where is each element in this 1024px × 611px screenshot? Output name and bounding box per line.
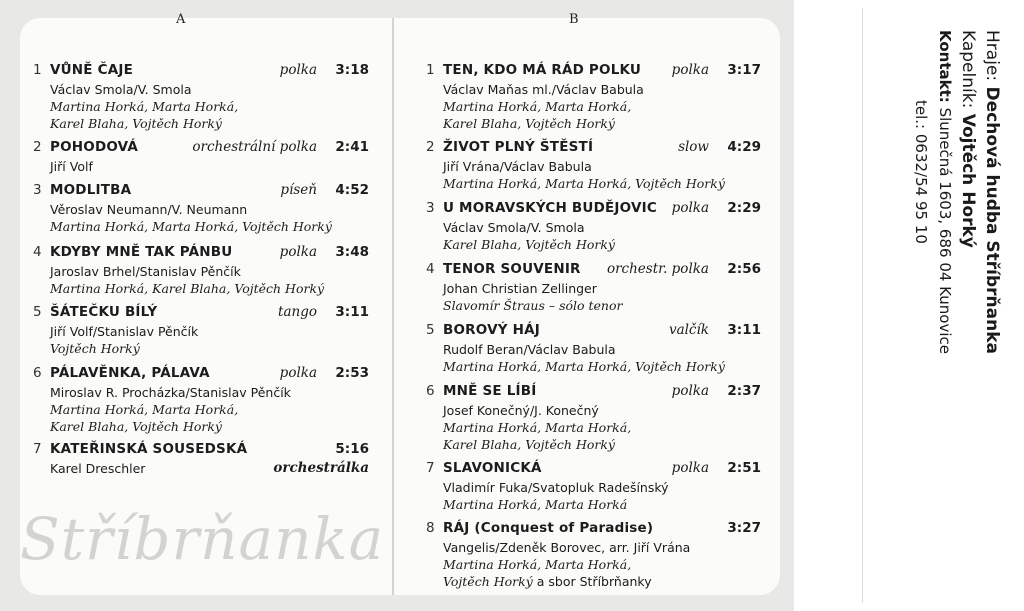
track-performers: Slavomír Štraus – sólo tenor (443, 298, 623, 313)
track-duration: 3:27 (727, 520, 761, 536)
track-composer: Johan Christian Zellinger (443, 281, 597, 296)
track-duration: 2:51 (727, 460, 761, 476)
track-performers: Martina Horká, Marta Horká, Vojtěch Horký (50, 219, 332, 234)
track-duration: 4:52 (335, 182, 369, 198)
track-b1 (426, 62, 761, 132)
track-number: 5 (33, 304, 42, 320)
track-b5 (426, 322, 761, 375)
track-title: POHODOVÁ (50, 139, 139, 155)
side-a-header: A (176, 12, 186, 27)
track-performers: Martina Horká, Marta Horká, (443, 420, 632, 435)
track-performers: Karel Blaha, Vojtěch Horký (50, 116, 222, 131)
track-number: 5 (426, 322, 435, 338)
track-duration: 3:48 (335, 244, 369, 260)
track-performers: Martina Horká, Marta Horká, (50, 402, 239, 417)
track-title: PÁLAVĚNKA, PÁLAVA (50, 365, 210, 381)
track-title: RÁJ (Conquest of Paradise) (443, 520, 654, 536)
spine-hraje-label: Hraje: (982, 30, 1002, 82)
spine-kapelnik-value: Vojtěch Horký (958, 113, 978, 248)
track-composer: Václav Smola/V. Smola (50, 82, 192, 97)
track-duration: 2:37 (727, 383, 761, 399)
side-divider (392, 18, 394, 595)
track-performers: Martina Horká, Marta Horká, Vojtěch Horký (443, 176, 725, 191)
spine-kapelnik-label: Kapelník: (958, 30, 978, 109)
track-b2 (426, 139, 761, 192)
track-duration: 3:17 (727, 62, 761, 78)
track-number: 6 (33, 365, 42, 381)
track-composer: Václav Smola/V. Smola (443, 220, 585, 235)
track-number: 4 (33, 244, 42, 260)
track-composer: Věroslav Neumann/V. Neumann (50, 202, 248, 217)
track-title: MNĚ SE LÍBÍ (443, 383, 537, 399)
track-genre: polka (671, 200, 709, 216)
track-genre: polka (671, 383, 709, 399)
track-performers: Karel Blaha, Vojtěch Horký (443, 437, 615, 452)
track-performers: Martina Horká, Marta Horká, (443, 99, 632, 114)
track-performers: Karel Blaha, Vojtěch Horký (443, 116, 615, 131)
track-genre: orchestrálka (273, 460, 369, 476)
track-number: 3 (426, 200, 435, 216)
track-number: 8 (426, 520, 435, 536)
band-watermark: Stříbrňanka (20, 505, 385, 573)
spine-phone: tel.: 0632/54 95 10 (912, 100, 930, 244)
track-b4 (426, 261, 761, 314)
track-title: SLAVONICKÁ (443, 460, 542, 476)
track-title: U MORAVSKÝCH BUDĚJOVIC (443, 200, 657, 216)
track-number: 2 (33, 139, 42, 155)
track-number: 7 (33, 441, 42, 457)
track-genre: slow (678, 139, 709, 155)
track-genre: orchestrální polka (192, 139, 317, 155)
track-duration: 2:41 (335, 139, 369, 155)
track-title: TEN, KDO MÁ RÁD POLKU (443, 62, 642, 78)
track-b8 (426, 520, 761, 590)
track-performers: Martina Horká, Marta Horká, (443, 557, 632, 572)
track-genre: orchestr. polka (606, 261, 709, 277)
spine-fold-line (862, 8, 863, 603)
track-performers: Martina Horká, Marta Horká (443, 497, 628, 512)
track-title: ŽIVOT PLNÝ ŠTĚSTÍ (443, 139, 594, 155)
track-composer: Jiří Volf/Stanislav Pěnčík (50, 324, 199, 339)
track-performers: Vojtěch Horký (443, 574, 533, 589)
track-genre: polka (671, 460, 709, 476)
track-duration: 2:56 (727, 261, 761, 277)
track-number: 1 (426, 62, 435, 78)
track-genre: tango (278, 304, 317, 320)
track-genre: valčík (668, 322, 709, 338)
track-composer: Miroslav R. Procházka/Stanislav Pěnčík (50, 385, 291, 400)
track-performers: Karel Blaha, Vojtěch Horký (443, 237, 615, 252)
track-composer: Vladimír Fuka/Svatopluk Radešínský (443, 480, 669, 495)
track-a3 (33, 182, 369, 235)
track-genre: píseň (280, 182, 317, 198)
track-a6 (33, 365, 369, 435)
track-title: VŮNĚ ČAJE (50, 62, 134, 78)
track-title: KATEŘINSKÁ SOUSEDSKÁ (50, 441, 248, 457)
track-performers: Martina Horká, Marta Horká, (50, 99, 239, 114)
track-duration: 3:11 (335, 304, 369, 320)
track-performers: Martina Horká, Karel Blaha, Vojtěch Horký (50, 281, 325, 296)
track-duration: 2:53 (335, 365, 369, 381)
spine-hraje-row (978, 30, 1002, 354)
track-title: KDYBY MNĚ TAK PÁNBU (50, 244, 233, 260)
track-number: 2 (426, 139, 435, 155)
track-b3 (426, 200, 761, 253)
track-composer: Karel Dreschler (50, 461, 146, 476)
track-performers: Martina Horká, Marta Horká, Vojtěch Horký (443, 359, 725, 374)
spine-hraje-value: Dechová hudba Stříbrňanka (982, 86, 1002, 355)
track-composer: Jiří Vrána/Václav Babula (443, 159, 592, 174)
track-duration: 3:18 (335, 62, 369, 78)
track-a2 (33, 139, 369, 175)
track-performers: Vojtěch Horký (50, 341, 140, 356)
track-performers: Karel Blaha, Vojtěch Horký (50, 419, 222, 434)
track-genre: polka (671, 62, 709, 78)
track-composer: Josef Konečný/J. Konečný (443, 403, 599, 418)
track-a5 (33, 304, 369, 357)
track-composer: Jaroslav Brhel/Stanislav Pěnčík (50, 264, 241, 279)
track-performers-row (426, 573, 761, 590)
track-genre: polka (279, 62, 317, 78)
track-b6 (426, 383, 761, 453)
track-title: BOROVÝ HÁJ (443, 322, 540, 338)
side-b-header: B (569, 12, 579, 27)
track-a1 (33, 62, 369, 132)
track-number: 6 (426, 383, 435, 399)
track-duration: 3:11 (727, 322, 761, 338)
track-duration: 2:29 (727, 200, 761, 216)
track-title: ŠÁTEČKU BÍLÝ (50, 304, 158, 320)
track-composer: Václav Maňas ml./Václav Babula (443, 82, 644, 97)
track-a4 (33, 244, 369, 297)
track-duration: 4:29 (727, 139, 761, 155)
track-composer: Rudolf Beran/Václav Babula (443, 342, 616, 357)
track-b7 (426, 460, 761, 513)
track-number: 1 (33, 62, 42, 78)
spine-kontakt-row (930, 30, 954, 354)
track-duration: 5:16 (335, 441, 369, 457)
track-number: 4 (426, 261, 435, 277)
spine-credits (906, 30, 1002, 354)
track-composer-row (33, 460, 369, 477)
track-choir: a sbor Stříbrňanky (536, 574, 652, 589)
track-title: TENOR SOUVENIR (443, 261, 581, 277)
track-title: MODLITBA (50, 182, 132, 198)
track-genre: polka (279, 365, 317, 381)
track-genre: polka (279, 244, 317, 260)
track-composer: Jiří Volf (50, 159, 93, 174)
spine-kontakt-value: Slunečná 1603, 686 04 Kunovice (936, 107, 954, 354)
spine-kontakt-label: Kontakt: (936, 30, 954, 103)
track-number: 7 (426, 460, 435, 476)
track-composer: Vangelis/Zdeněk Borovec, arr. Jiří Vrána (443, 540, 691, 555)
track-a7 (33, 441, 369, 477)
track-number: 3 (33, 182, 42, 198)
spine-kapelnik-row (954, 30, 978, 354)
